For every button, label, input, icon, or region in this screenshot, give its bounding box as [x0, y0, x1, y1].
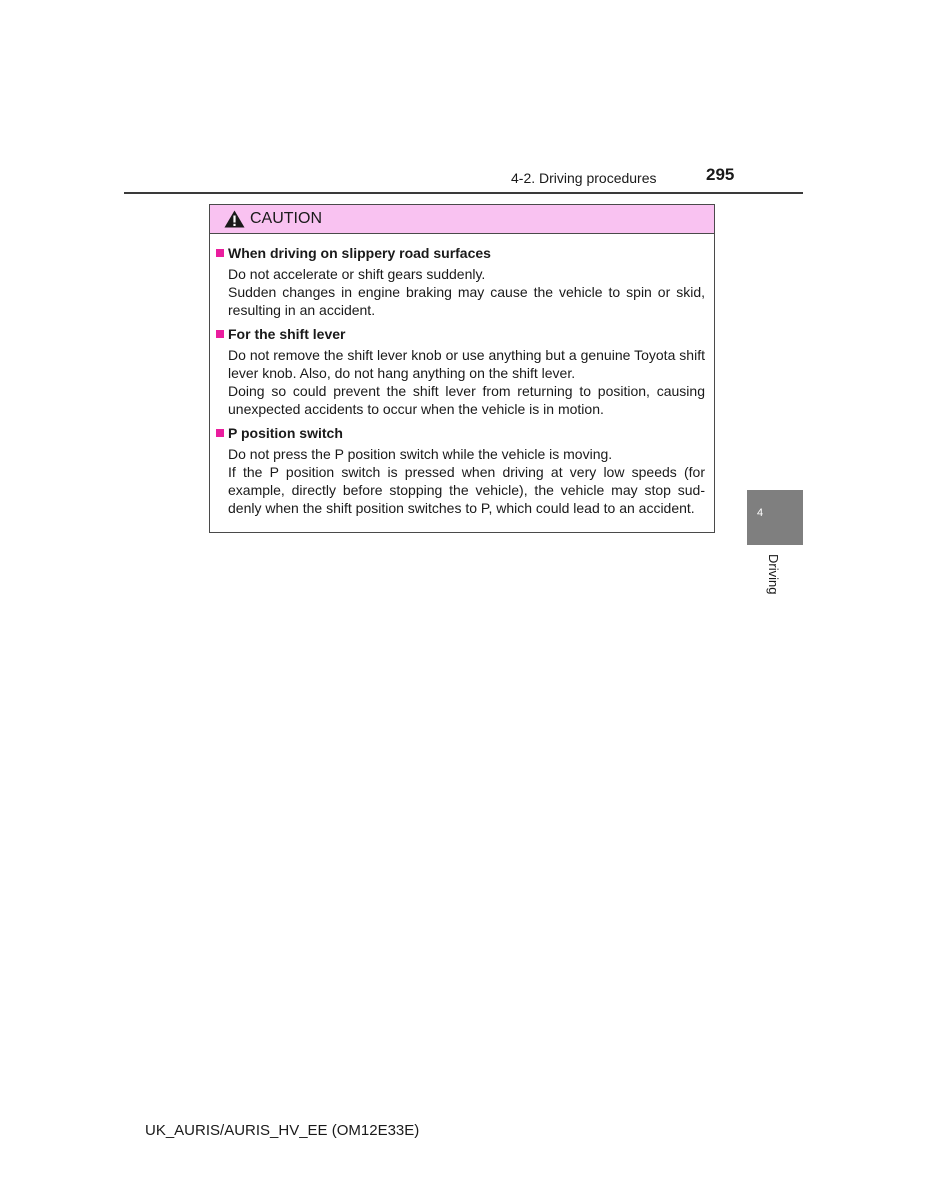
section-paragraph: Do not accelerate or shift gears suddenly. — [228, 266, 486, 282]
section-heading — [216, 424, 705, 442]
section-heading-text: P position switch — [228, 425, 343, 441]
section-paragraph: Doing so could prevent the shift lever from returning to position, causing unexpected accidents to occur when the vehicle is in motion. — [228, 383, 705, 417]
section-paragraph: If the P position switch is pressed when driving at very low speeds (for example, directly before stopping the vehicle), the vehicle may stop sud-denly when the shift position switches to P, which could lead to an accident. — [228, 464, 705, 516]
square-bullet-icon — [216, 249, 224, 257]
chapter-label: Driving — [766, 554, 781, 595]
caution-section-shift-lever — [216, 325, 705, 418]
section-heading-text: For the shift lever — [228, 326, 346, 342]
section-paragraph: Do not remove the shift lever knob or use anything but a genuine Toyota shift lever knob. Also, do not hang anything on the shift lever. — [228, 347, 705, 381]
section-paragraph: Sudden changes in engine braking may cause the vehicle to spin or skid, resulting in an accident. — [228, 284, 705, 318]
caution-box — [209, 204, 715, 533]
footer-document-code: UK_AURIS/AURIS_HV_EE (OM12E33E) — [145, 1122, 420, 1139]
section-paragraph: Do not press the P position switch while the vehicle is moving. — [228, 446, 613, 462]
chapter-tab — [747, 490, 803, 545]
square-bullet-icon — [216, 429, 224, 437]
caution-label: CAUTION — [250, 210, 322, 227]
page-number: 295 — [706, 165, 735, 184]
caution-body — [210, 234, 714, 517]
caution-section-slippery-roads — [216, 244, 705, 319]
warning-triangle-icon — [224, 210, 245, 228]
chapter-number: 4 — [757, 507, 764, 519]
section-title: 4-2. Driving procedures — [511, 170, 657, 186]
header-divider — [124, 192, 803, 194]
square-bullet-icon — [216, 330, 224, 338]
caution-header — [210, 205, 714, 234]
caution-section-p-position-switch — [216, 424, 705, 517]
section-heading — [216, 244, 705, 262]
section-heading — [216, 325, 705, 343]
section-heading-text: When driving on slippery road surfaces — [228, 245, 491, 261]
